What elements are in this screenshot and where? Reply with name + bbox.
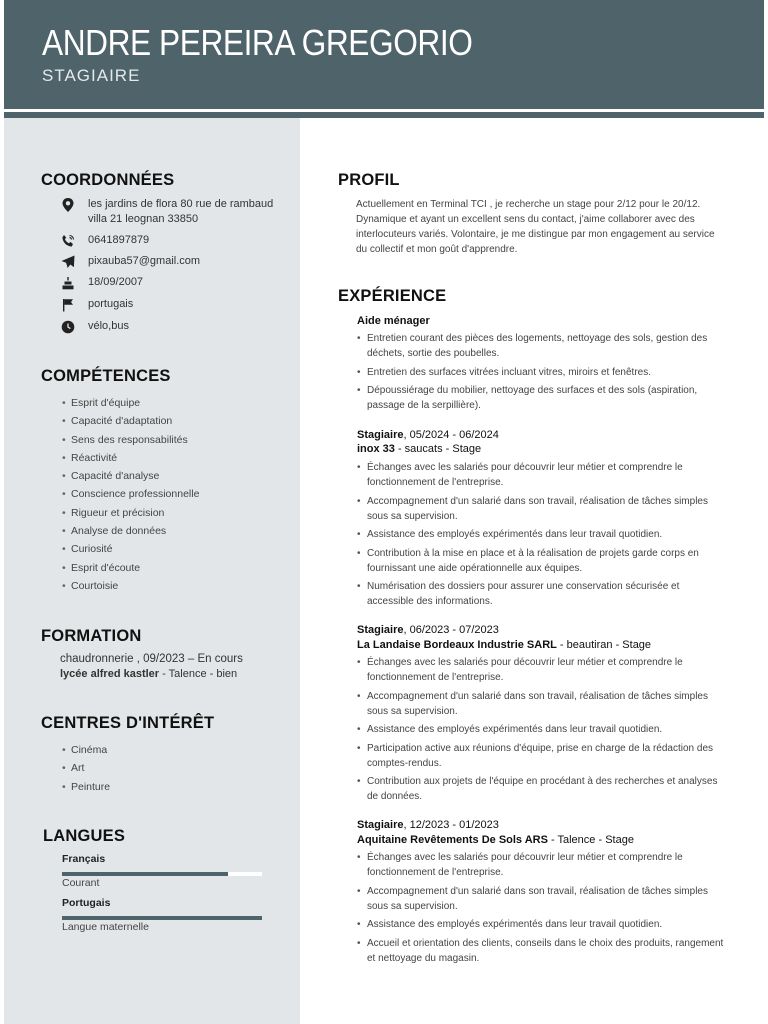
candidate-role: STAGIAIRE	[42, 66, 141, 85]
experience-heading: EXPÉRIENCE	[338, 287, 447, 305]
list-item: • Accompagnement d'un salarié dans son travail, réalisation de tâches simples sous sa supervision.	[357, 884, 727, 914]
job-location: - beautiran - Stage	[556, 639, 652, 651]
job-company	[357, 639, 651, 651]
list-item: • Accompagnement d'un salarié dans son travail, réalisation de tâches simples sous sa supervision.	[357, 689, 727, 719]
profile-heading: PROFIL	[338, 171, 400, 189]
job-title	[357, 819, 499, 831]
list-item: • Échanges avec les salariés pour découvrir leur métier et comprendre le fonctionnement de l'entreprise.	[357, 655, 727, 685]
list-item: • Courtoisie	[62, 577, 199, 595]
contact-address	[60, 197, 290, 227]
list-item: • Esprit d'écoute	[62, 559, 199, 577]
education-school	[60, 668, 237, 680]
contact-transport-text: vélo,bus	[88, 320, 129, 332]
list-item: • Participation active aux réunions d'équipe, prise en charge de la rédaction des comptes-rendus.	[357, 741, 727, 771]
job-dates: , 05/2024 - 06/2024	[403, 429, 499, 441]
languages-heading: LANGUES	[43, 827, 126, 845]
job-bullets	[357, 460, 727, 613]
profile-summary: Actuellement en Terminal TCI , je recherche un stage pour 2/12 pour le 20/12. Dynamique et ayant un excellent sens du contact, j'aime collaborer avec des interlocuteurs variés. Volontaire, je me distingue par mon engagement au service du collectif et mon goût d'apprendre.	[356, 199, 715, 255]
list-item: • Conscience professionnelle	[62, 485, 199, 503]
contact-email	[60, 254, 290, 269]
language-level-fill	[62, 916, 262, 920]
job-company-name: inox 33	[357, 443, 395, 455]
list-item: • Curiosité	[62, 540, 199, 558]
list-item: • Réactivité	[62, 449, 199, 467]
job-dates: , 06/2023 - 07/2023	[403, 624, 499, 636]
list-item: • Contribution à la mise en place et à la réalisation de projets garde corps en fournissant une aide opérationnelle aux équipes.	[357, 546, 727, 576]
list-item: • Accueil et orientation des clients, conseils dans le choix des produits, rangement et nettoyage du magasin.	[357, 936, 727, 966]
list-item: • Esprit d'équipe	[62, 394, 199, 412]
list-item: • Assistance des employés expérimentés dans leur travail quotidien.	[357, 917, 727, 932]
language-level-bar	[62, 916, 262, 920]
list-item: • Analyse de données	[62, 522, 199, 540]
list-item: • Peinture	[62, 778, 110, 796]
contact-email-text: pixauba57@gmail.com	[88, 255, 201, 267]
skills-heading: COMPÉTENCES	[41, 367, 171, 385]
interests-heading: CENTRES D'INTÉRÊT	[41, 714, 215, 732]
list-item: • Capacité d'adaptation	[62, 412, 199, 430]
skills-list	[62, 394, 199, 595]
birthday-cake-icon	[60, 275, 76, 290]
job-company-name: Aquitaine Revêtements De Sols ARS	[357, 834, 548, 846]
list-item: • Numérisation des dossiers pour assurer une conservation sécurisée et accessible des informations.	[357, 579, 727, 609]
candidate-name: ANDRE PEREIRA GREGORIO	[42, 22, 473, 63]
contact-address-text: les jardins de flora 80 rue de rambaud villa 21 leognan 33850	[88, 198, 274, 225]
language-level: Langue maternelle	[62, 921, 149, 933]
contact-transport	[60, 319, 290, 334]
job-role: Stagiaire	[357, 624, 404, 636]
location-pin-icon	[60, 197, 76, 212]
education-school-name: lycée alfred kastler	[60, 668, 160, 680]
language-name: Français	[62, 853, 106, 865]
language-level: Courant	[62, 877, 100, 889]
job-location: - saucats - Stage	[394, 443, 482, 455]
education-degree: chaudronnerie , 09/2023 – En cours	[60, 653, 243, 665]
job-role: Aide ménager	[357, 315, 430, 327]
job-company	[357, 443, 481, 455]
education-school-details: - Talence - bien	[159, 668, 238, 680]
contact-phone-text: 0641897879	[88, 234, 150, 246]
language-name: Portugais	[62, 897, 111, 909]
clock-icon	[60, 319, 76, 334]
job-bullets	[357, 655, 727, 808]
language-level-fill	[62, 872, 228, 876]
contact-nationality	[60, 297, 290, 312]
job-bullets	[357, 850, 727, 969]
list-item: • Échanges avec les salariés pour découvrir leur métier et comprendre le fonctionnement de l'entreprise.	[357, 850, 727, 880]
list-item: • Entretien courant des pièces des logements, nettoyage des sols, gestion des déchets, sortie des poubelles.	[357, 331, 727, 361]
job-title	[357, 429, 499, 441]
job-title	[357, 624, 499, 636]
job-role: Stagiaire	[357, 819, 404, 831]
job-bullets	[357, 331, 727, 417]
list-item: • Assistance des employés expérimentés dans leur travail quotidien.	[357, 527, 727, 542]
flag-icon	[60, 297, 76, 312]
list-item: • Entretien des surfaces vitrées incluant vitres, miroirs et fenêtres.	[357, 365, 727, 380]
contact-birthdate-text: 18/09/2007	[88, 276, 144, 288]
list-item: • Échanges avec les salariés pour découvrir leur métier et comprendre le fonctionnement de l'entreprise.	[357, 460, 727, 490]
contact-phone	[60, 233, 290, 248]
list-item: • Dépoussiérage du mobilier, nettoyage des surfaces et des sols (aspiration, passage de la serpillière).	[357, 383, 727, 413]
education-heading: FORMATION	[41, 627, 142, 645]
list-item: • Rigueur et précision	[62, 504, 199, 522]
list-item: • Contribution aux projets de l'équipe en procédant à des recherches et analyses de données.	[357, 774, 727, 804]
interests-list	[62, 741, 110, 796]
list-item: • Assistance des employés expérimentés dans leur travail quotidien.	[357, 722, 727, 737]
language-level-bar	[62, 872, 262, 876]
send-icon	[60, 254, 76, 269]
job-dates: , 12/2023 - 01/2023	[403, 819, 499, 831]
list-item: • Accompagnement d'un salarié dans son travail, réalisation de tâches simples sous sa supervision.	[357, 494, 727, 524]
contact-heading: COORDONNÉES	[41, 171, 175, 189]
job-role: Stagiaire	[357, 429, 404, 441]
phone-icon	[60, 233, 76, 248]
job-location: - Talence - Stage	[547, 834, 634, 846]
contact-nationality-text: portugais	[88, 298, 134, 310]
list-item: • Sens des responsabilités	[62, 431, 199, 449]
job-company	[357, 834, 634, 846]
list-item: • Capacité d'analyse	[62, 467, 199, 485]
list-item: • Cinéma	[62, 741, 110, 759]
contact-birthdate	[60, 275, 290, 290]
list-item: • Art	[62, 759, 110, 777]
job-title	[357, 315, 430, 327]
job-company-name: La Landaise Bordeaux Industrie SARL	[357, 639, 557, 651]
